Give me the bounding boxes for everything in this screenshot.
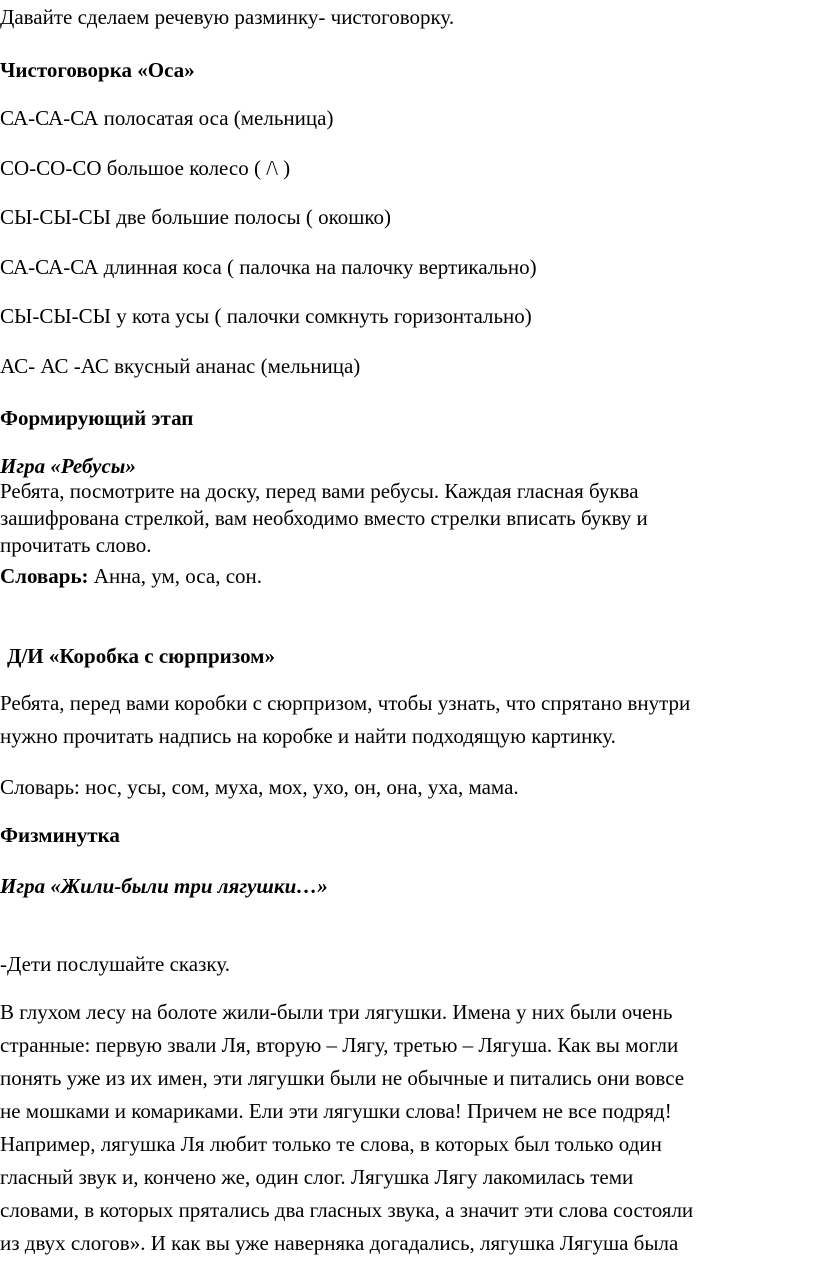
game-rebus-title: Игра «Ребусы» [0, 454, 136, 478]
vocab-words: Анна, ум, оса, сон. [88, 564, 263, 588]
tongue-twister-line: СО-СО-СО большое колесо ( /\ ) [0, 156, 291, 180]
section-title-physical: Физминутка [0, 823, 120, 847]
text-line: не мошками и комариками. Ели эти лягушки слова! Причем не все подряд! [0, 1099, 672, 1123]
story-text [0, 996, 812, 1260]
text-line: понять уже из их имен, эти лягушки были не обычные и питались они вовсе [0, 1066, 685, 1090]
section-title-forming: Формирующий этап [0, 406, 194, 430]
game-box-text [0, 687, 812, 753]
text-line: прочитать слово. [0, 533, 152, 557]
vocab-label: Словарь: [0, 564, 89, 588]
game-frogs-title: Игра «Жили-были три лягушки…» [0, 874, 328, 898]
story-prompt: -Дети послушайте сказку. [0, 952, 230, 976]
tongue-twister-title: Чистоговорка «Оса» [0, 58, 195, 82]
game-rebus-text [0, 478, 812, 559]
intro-text: Давайте сделаем речевую разминку- чистоговорку. [0, 5, 455, 29]
tongue-twister-line: АС- АС -АС вкусный ананас (мельница) [0, 354, 361, 378]
text-line: странные: первую звали Ля, вторую – Лягу, третью – Лягуша. Как вы могли [0, 1033, 679, 1057]
tongue-twister-line: СЫ-СЫ-СЫ две большие полосы ( окошко) [0, 205, 392, 229]
game-box-title: Д/И «Коробка с сюрпризом» [7, 644, 275, 668]
text-line: Например, лягушка Ля любит только те слова, в которых был только один [0, 1132, 662, 1156]
tongue-twister-line: СА-СА-СА длинная коса ( палочка на палочку вертикально) [0, 255, 537, 279]
text-line: гласный звук и, кончено же, один слог. Лягушка Лягу лакомилась теми [0, 1165, 634, 1189]
text-line: Ребята, посмотрите на доску, перед вами ребусы. Каждая гласная буква [0, 479, 639, 503]
tongue-twister-line: СЫ-СЫ-СЫ у кота усы ( палочки сомкнуть горизонтально) [0, 304, 532, 328]
text-line: словами, в которых прятались два гласных звука, а значит эти слова состояли [0, 1198, 694, 1222]
game-box-vocab: Словарь: нос, усы, сом, муха, мох, ухо, он, она, уха, мама. [0, 775, 519, 799]
text-line: Ребята, перед вами коробки с сюрпризом, чтобы узнать, что спрятано внутри [0, 691, 691, 715]
text-line: нужно прочитать надпись на коробке и найти подходящую картинку. [0, 724, 616, 748]
text-line: из двух слогов». И как вы уже наверняка догадались, лягушка Лягуша была [0, 1231, 679, 1255]
tongue-twister-line: СА-СА-СА полосатая оса (мельница) [0, 106, 334, 130]
text-line: зашифрована стрелкой, вам необходимо вместо стрелки вписать букву и [0, 506, 648, 530]
game-rebus-vocab [0, 563, 262, 589]
text-line: В глухом лесу на болоте жили-были три лягушки. Имена у них были очень [0, 1000, 673, 1024]
